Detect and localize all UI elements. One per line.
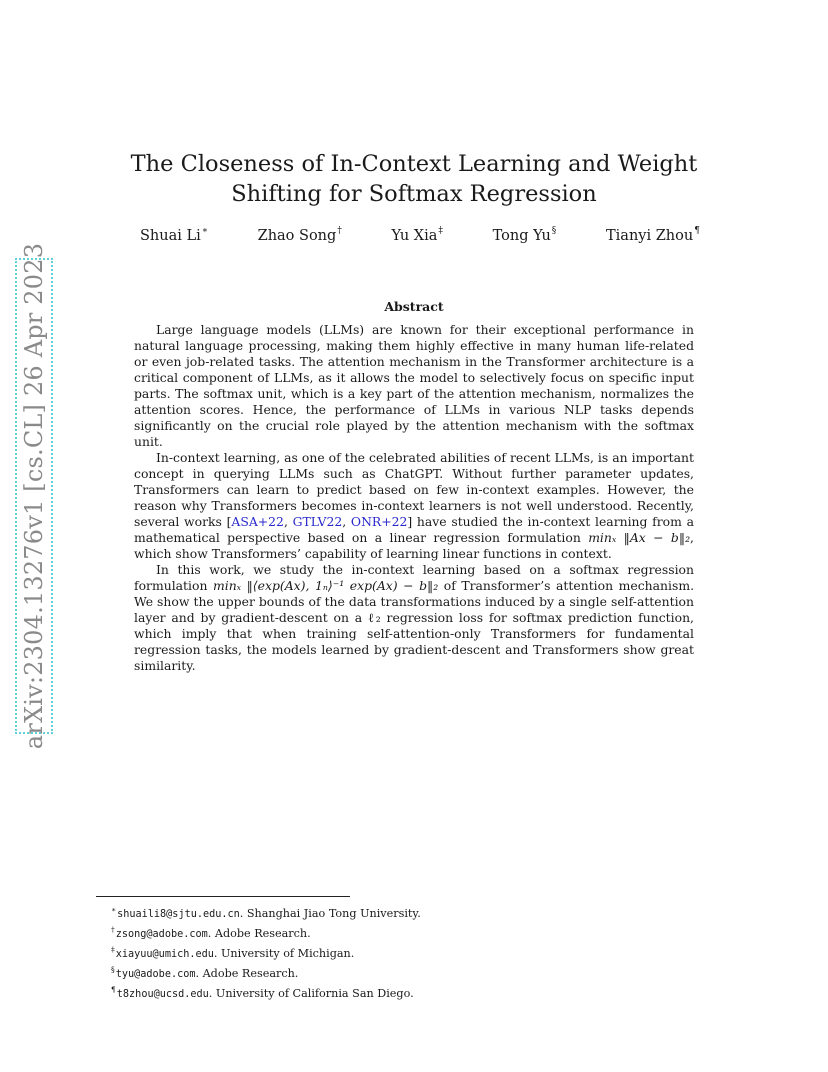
email-link[interactable]: tyu@adobe.com — [115, 969, 196, 980]
footnote: ∗shuaili8@sjtu.edu.cn. Shanghai Jiao Tong University. — [111, 905, 421, 920]
footnote: ¶t8zhou@ucsd.edu. University of California San Diego. — [111, 985, 414, 1000]
author: Shuai Li∗ — [140, 226, 208, 244]
citation-link[interactable]: ASA+22 — [231, 514, 284, 529]
citation-link[interactable]: ONR+22 — [350, 514, 408, 529]
footnotes — [111, 902, 711, 1002]
email-link[interactable]: t8zhou@ucsd.edu — [116, 989, 209, 1000]
arxiv-stamp: arXiv:2304.13276v1 [cs.CL] 26 Apr 2023 — [20, 242, 48, 750]
author: Tianyi Zhou¶ — [606, 226, 700, 244]
author: Tong Yu§ — [492, 226, 557, 244]
footnote: ‡xiayuu@umich.edu. University of Michigan. — [111, 945, 355, 960]
abstract-paragraph: In this work, we study the in-context learning based on a softmax regression formulation minₓ ‖⟨exp(Ax), 1ₙ⟩⁻¹ exp(Ax) − b‖₂ of Transformer’s attention mechanism. We show the upper bounds of the data transformations induced by a single self-attention layer and by gradient-descent on a ℓ₂ regression loss for softmax prediction function, which imply that when training self-attention-only Transformers for fundamental regression tasks, the models learned by gradient-descent and Transformers show great similarity. — [134, 562, 695, 673]
author-list — [140, 226, 700, 244]
abstract-heading: Abstract — [384, 299, 444, 314]
footnote: §tyu@adobe.com. Adobe Research. — [111, 965, 299, 980]
abstract-paragraph: Large language models (LLMs) are known for their exceptional performance in natural language processing, making them highly effective in many human life-related or even job-related tasks. The attention mechanism in the Transformer architecture is a critical component of LLMs, as it allows the model to selectively focus on specific input parts. The softmax unit, which is a key part of the attention mechanism, normalizes the attention scores. Hence, the performance of LLMs in various NLP tasks depends significantly on the crucial role played by the attention mechanism with the softmax unit. — [134, 322, 694, 449]
citation-link[interactable]: GTLV22 — [292, 514, 343, 529]
abstract-paragraph: In-context learning, as one of the celebrated abilities of recent LLMs, is an important concept in querying LLMs such as ChatGPT. Without further parameter updates, Transformers can learn to predict based on few in-context examples. However, the reason why Transformers becomes in-context learners is not well understood. Recently, several works [ASA+22, GTLV22, ONR+22] have studied the in-context learning from a mathematical perspective based on a linear regression formulation minₓ ‖Ax − b‖₂, which show Transformers’ capability of learning linear functions in context. — [134, 450, 694, 561]
math-formula: minₓ ‖⟨exp(Ax), 1ₙ⟩⁻¹ exp(Ax) − b‖₂ — [212, 578, 439, 593]
email-link[interactable]: xiayuu@umich.edu — [115, 949, 214, 960]
author: Yu Xia‡ — [391, 226, 443, 244]
abstract-body — [134, 322, 694, 674]
footnote-rule — [96, 896, 350, 897]
email-link[interactable]: zsong@adobe.com — [115, 929, 208, 940]
email-link[interactable]: shuaili8@sjtu.edu.cn — [117, 909, 240, 920]
author: Zhao Song† — [257, 226, 342, 244]
math-formula: minₓ ‖Ax − b‖₂ — [588, 530, 691, 545]
footnote: †zsong@adobe.com. Adobe Research. — [111, 925, 311, 940]
paper-title: The Closeness of In-Context Learning and Weight Shifting for Softmax Regression — [130, 151, 698, 207]
